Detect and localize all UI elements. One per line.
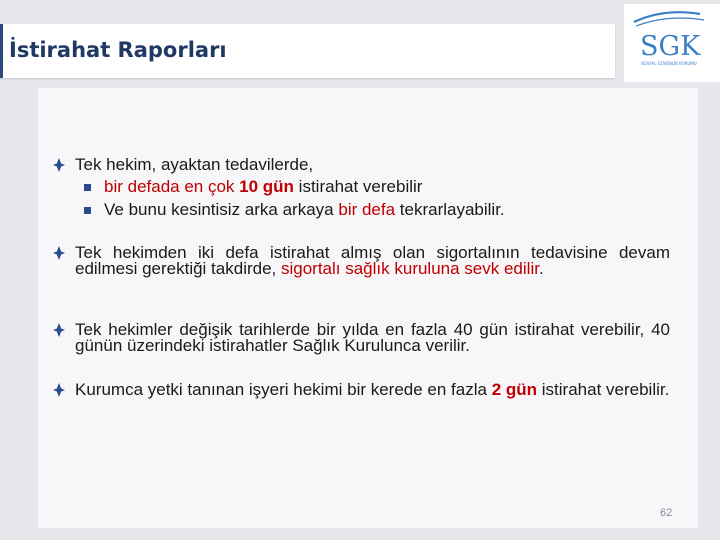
diamond-bullet-icon: [52, 245, 66, 261]
slide-title: İstirahat Raporları: [9, 38, 227, 62]
sub-item-2: [84, 200, 505, 220]
square-bullet-icon: [84, 207, 91, 214]
logo-text: SGK: [640, 31, 701, 62]
bullet-text-3: Tek hekimler değişik tarihlerde bir yılda en fazla 40 gün istirahat verebilir, 40 günün üzerindeki istirahatler Sağlık Kurulunca verilir.: [75, 320, 670, 355]
sub-item-text-2: Ve bunu kesintisiz arka arkaya bir defa tekrarlayabilir.: [104, 200, 505, 219]
sub-item-text-1: bir defada en çok 10 gün istirahat verebilir: [104, 177, 423, 196]
square-bullet-icon: [84, 184, 91, 191]
sgk-logo-icon: [624, 4, 720, 82]
bullet-text-1: Tek hekim, ayaktan tedavilerde,: [75, 155, 314, 174]
diamond-bullet-icon: [52, 322, 66, 338]
sub-item-1: [84, 177, 422, 197]
bullet-item-2: [52, 245, 670, 277]
diamond-bullet-icon: [52, 157, 66, 173]
bullet-item-1: [52, 157, 670, 173]
page-number: 62: [660, 507, 673, 519]
bullet-text-4: Kurumca yetki tanınan işyeri hekimi bir kerede en fazla 2 gün istirahat verebilir.: [75, 380, 670, 399]
content-panel: [38, 88, 698, 528]
logo-subtext: SOSYAL GÜVENLİK KURUMU: [641, 61, 697, 66]
title-bar: [0, 24, 615, 78]
bullet-item-3: [52, 322, 670, 354]
diamond-bullet-icon: [52, 382, 66, 398]
bullet-text-2: Tek hekimden iki defa istirahat almış olan sigortalının tedavisine devam edilmesi gerektiği takdirde, sigortalı sağlık kuruluna sevk edilir.: [75, 243, 670, 278]
sgk-logo: [624, 4, 720, 82]
bullet-item-4: [52, 382, 670, 398]
